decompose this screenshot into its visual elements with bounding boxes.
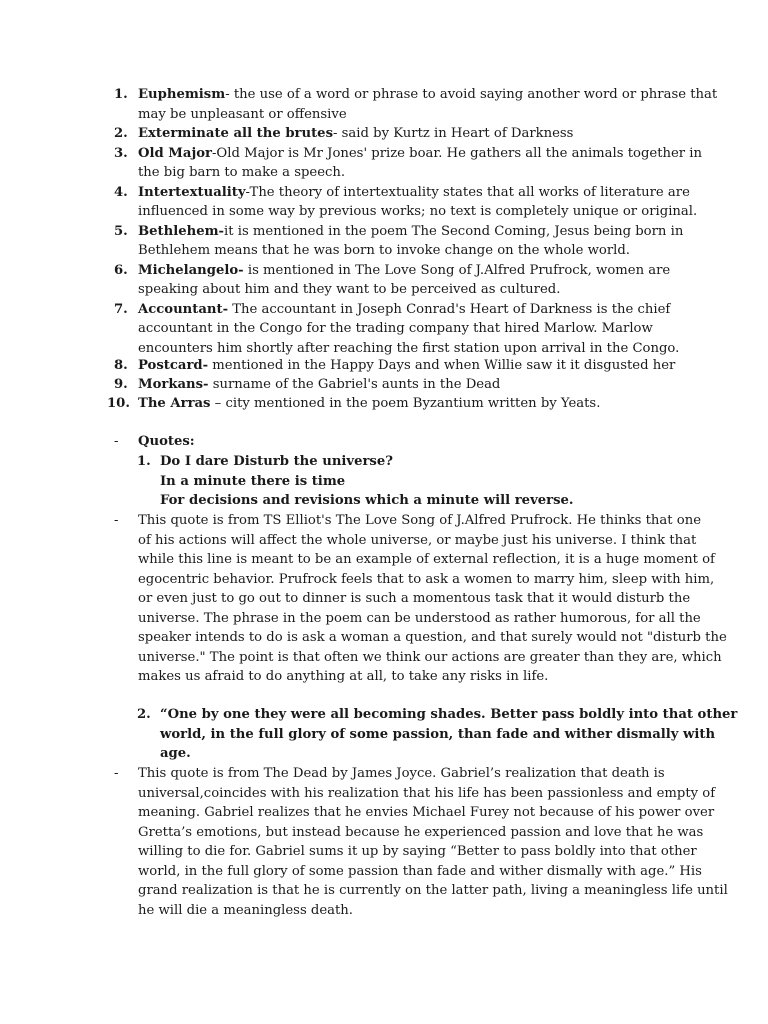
paragraph-line: while this line is meant to be an example of external reflection, it is a huge moment of — [138, 552, 715, 567]
quotes-heading-line — [0, 432, 768, 452]
item-term: Old Major — [138, 145, 212, 161]
list-item — [0, 356, 768, 376]
item-text: Michelangelo- is mentioned in The Love Song of J.Alfred Prufrock, women are — [138, 262, 671, 278]
paragraph-line: Gretta’s emotions, but instead because he experienced passion and love that he was — [138, 824, 704, 840]
quotes-heading: Quotes: — [138, 434, 195, 449]
list-item — [0, 183, 768, 203]
item-number: 8. — [114, 358, 128, 373]
item-text: Postcard- mentioned in the Happy Days and when Willie saw it it disgusted her — [138, 358, 676, 373]
item-number: 1. — [114, 87, 128, 102]
bullet-dash: - — [114, 766, 119, 781]
quote-text: Do I dare Disturb the universe? — [160, 454, 393, 469]
paragraph-line: makes us afraid to do anything at all, to take any risks in life. — [138, 669, 549, 684]
item-term: Intertextuality — [138, 184, 246, 200]
item-term: Bethlehem- — [138, 223, 225, 239]
paragraph-line: or even just to go out to dinner is such a momentous task that it would disturb the — [138, 591, 691, 606]
paragraph-line: egocentric behavior. Prufrock feels that to ask a women to marry him, sleep with him, — [138, 571, 715, 587]
paragraph-line: universe. The phrase in the poem can be understood as rather humorous, for all the — [138, 610, 701, 626]
bullet-dash: - — [114, 513, 119, 528]
item-term: Accountant- — [138, 301, 229, 317]
item-number: 3. — [114, 145, 128, 161]
item-text: Bethlehem-it is mentioned in the poem The Second Coming, Jesus being born in — [138, 223, 684, 239]
item-term: Euphemism — [138, 87, 226, 102]
item-text: Old Major-Old Major is Mr Jones' prize boar. He gathers all the animals together in — [138, 145, 702, 161]
item-term: The Arras — [138, 396, 211, 411]
list-item — [0, 85, 768, 105]
quote-text: For decisions and revisions which a minute will reverse. — [160, 493, 574, 508]
document-page: 1. Euphemism- the use of a word or phrase to avoid saying another word or phrase that may be unpleasant or offensive 2. Exterminate all the brutes- said by Kurtz in Heart of Darkness 3. Old Major-Old Major is Mr Jones' prize boar. He gathers all the animals together in the big barn to make a speech. 4. Intertextuality-The theory of intertextuality states that all works of literature are influenced in some way by previous works; no text is completely unique or original. 5. Bethlehem-it is mentioned in the poem The Second Coming, Jesus being born in Bethlehem means that he was born to invoke change on the whole world. 6. Michelangelo- is mentioned in The Love Song of J.Alfred Prufrock, women are speaking about him and they want to be perceived as cultured. 7. Accountant- The accountant in Joseph Conrad's Heart of Darkness is the chief accountant in the Congo for the trading company that hired Marlow. Marlow encounters him shortly after reaching the first station upon arrival in the Congo. 8. Postcard- mentioned in the Happy Days and when Willie saw it it disgusted her 9. Morkans- surname of the Gabriel's aunts in the Dead 10. The Arras – city mentioned in the poem Byzantium written by Yeats. - Quotes: 1. Do I dare Disturb the universe? In a minute there is time For decisions and revisions which a minute will reverse. - This quote is from TS Elliot's The Love Song of J.Alfred Prufrock. He thinks that one of his actions will affect the whole universe, or maybe just his universe. I think that while this line is meant to be an example of external reflection, it is a huge moment of egocentric behavior. Prufrock feels that to ask a women to marry him, sleep with him, or even just to go out to dinner is such a momentous task that it would disturb the universe. The phrase in the poem can be understood as rather humorous, for all the speaker intends to do is ask a woman a question, and that surely would not "disturb the universe." The point is that often we think our actions are greater than they are, which makes us afraid to do anything at all, to take any risks in life. 2. “One by one they were all becoming shades. Better pass boldly into that other world, in the full glory of some passion, than fade and wither dismally with age. - This quote is from The Dead by James Joyce. Gabriel’s realization that death is universal,coincides with his realization that his life has been passionless and empty of meaning. Gabriel realizes that he envies Michael Furey not because of his power over Gretta’s emotions, but instead because he experienced passion and love that he was willing to die for. Gabriel sums it up by saying “Better to pass boldly into that other world, in the full glory of some passion than fade and wither dismally with age.” His grand realization is that he is currently on the latter path, living a meaningless life until he will die a meaningless death. — [0, 0, 768, 1024]
paragraph-line: grand realization is that he is currently on the latter path, living a meaningless life until — [138, 883, 728, 898]
paragraph-line: universal,coincides with his realization that his life has been passionless and empty of — [138, 785, 716, 801]
paragraph-line: he will die a meaningless death. — [138, 902, 353, 918]
list-item — [0, 144, 768, 164]
paragraph-line: This quote is from The Dead by James Joyce. Gabriel’s realization that death is — [138, 766, 665, 781]
item-number: 7. — [114, 301, 128, 317]
list-item — [0, 124, 768, 144]
quote-text: age. — [160, 746, 191, 761]
paragraph-line: universe." The point is that often we think our actions are greater than they are, which — [138, 649, 722, 665]
item-term: Michelangelo- — [138, 262, 244, 278]
quote-1 — [0, 452, 768, 472]
item-number: 9. — [114, 377, 128, 392]
paragraph-line: world, in the full glory of some passion than fade and wither dismally with age.” His — [138, 863, 702, 879]
paragraph-line: This quote is from TS Elliot's The Love Song of J.Alfred Prufrock. He thinks that one — [138, 513, 702, 528]
item-text: Accountant- The accountant in Joseph Conrad's Heart of Darkness is the chief — [138, 301, 671, 317]
item-number: 6. — [114, 262, 128, 278]
item-number: 10. — [107, 396, 130, 411]
quote-number: 1. — [137, 454, 151, 469]
paragraph-line: of his actions will affect the whole universe, or maybe just his universe. I think that — [138, 532, 697, 548]
item-text: Euphemism- the use of a word or phrase to avoid saying another word or phrase that — [138, 87, 718, 102]
list-item — [0, 375, 768, 395]
quote-2 — [0, 705, 768, 725]
item-term: Morkans- — [138, 377, 209, 392]
item-text: Intertextuality-The theory of intertextuality states that all works of literature are — [138, 184, 690, 200]
item-text: Exterminate all the brutes- said by Kurtz in Heart of Darkness — [138, 126, 574, 141]
item-term: Postcard- — [138, 358, 209, 373]
item-text: Morkans- surname of the Gabriel's aunts in the Dead — [138, 377, 501, 392]
list-item — [0, 394, 768, 414]
item-number: 5. — [114, 223, 128, 239]
quote-number: 2. — [137, 707, 151, 722]
list-item — [0, 300, 768, 320]
item-text: The Arras – city mentioned in the poem Byzantium written by Yeats. — [138, 396, 601, 411]
paragraph-line: willing to die for. Gabriel sums it up by saying “Better to pass boldly into that other — [138, 844, 697, 859]
item-number: 4. — [114, 184, 128, 200]
quote-text: world, in the full glory of some passion, than fade and wither dismally with — [160, 726, 716, 742]
bullet-dash: - — [114, 434, 119, 449]
list-item — [0, 261, 768, 281]
paragraph-line: speaker intends to do is ask a woman a question, and that surely would not "disturb the — [138, 630, 727, 645]
item-term: Exterminate all the brutes — [138, 126, 333, 141]
list-item — [0, 222, 768, 242]
item-number: 2. — [114, 126, 128, 141]
quote-text: In a minute there is time — [160, 473, 346, 489]
paragraph-line: meaning. Gabriel realizes that he envies Michael Furey not because of his power over — [138, 805, 715, 820]
quote-text: “One by one they were all becoming shades. Better pass boldly into that other — [160, 707, 738, 722]
